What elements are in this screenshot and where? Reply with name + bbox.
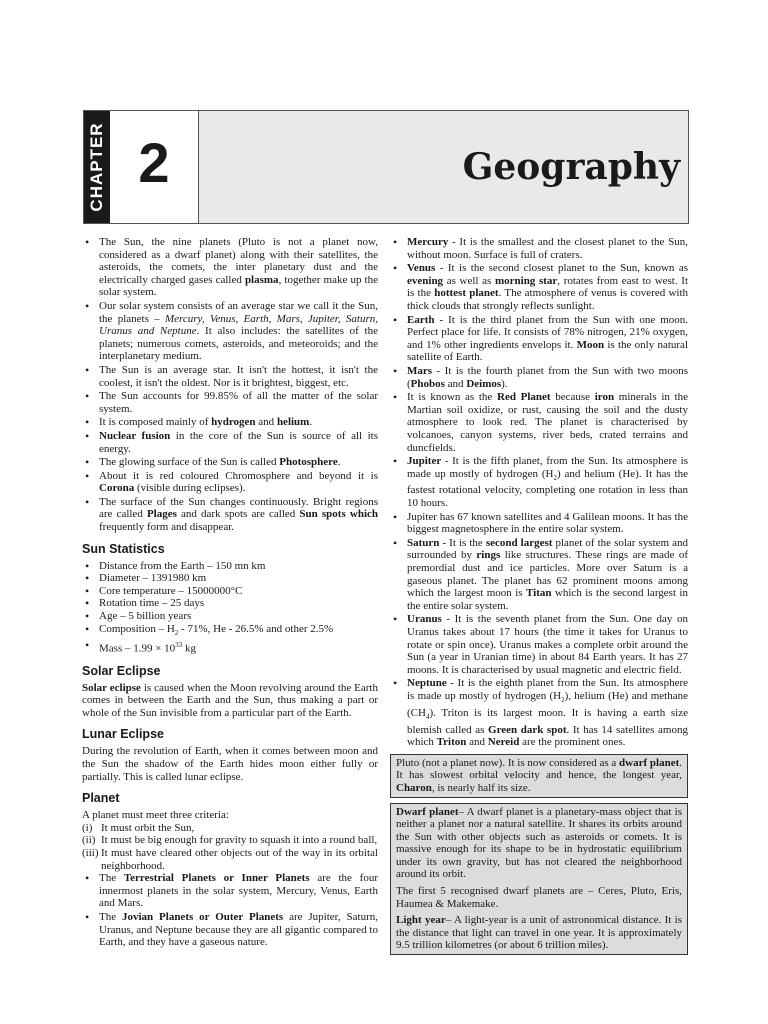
list-item: • Mars - It is the fourth planet from the Sun with two moons (Phobos and Deimos). <box>390 365 688 390</box>
criteria-number: (ii) <box>82 834 96 847</box>
list-item: • Mass – $1.99 \times 10^{33}$ kg <box>82 639 378 655</box>
list-item: • It is composed mainly of hydrogen and helium. <box>82 416 378 429</box>
chapter-number-box <box>110 111 199 223</box>
list-item: • The glowing surface of the Sun is called Photosphere. <box>82 456 378 469</box>
planets-list <box>390 236 688 749</box>
list-item: • Rotation time – 25 days <box>82 597 378 610</box>
list-item: • Diameter – 1391980 km <box>82 572 378 585</box>
list-item: • Distance from the Earth – 150 mn km <box>82 560 378 573</box>
list-item: • About it is red coloured Chromosphere and beyond it is Corona (visible during eclipses). <box>82 470 378 495</box>
lunar-eclipse-heading: Lunar Eclipse <box>82 727 164 742</box>
list-item: • The Sun accounts for 99.85% of all the matter of the solar system. <box>82 390 378 415</box>
list-item: • Jupiter - It is the fifth planet, from the Sun. Its atmosphere is made up mostly of hydrogen $(H_2)$ and helium (He). It has the fastest rotational velocity, completing one rotation in less than 10 hours. <box>390 455 688 510</box>
list-item: • Earth - It is the third planet from the Sun with one moon. Perfect place for life. It consists of 78% nitrogen, 21% oxygen, and 1% other ingredients envelops it. Moon is the only natural satellite of Earth. <box>390 314 688 364</box>
criteria-item: (i) It must orbit the Sun, <box>82 821 195 834</box>
left-column <box>82 236 378 950</box>
sun-statistics-heading: Sun Statistics <box>82 541 165 556</box>
list-item: • Core temperature – 15000000°C <box>82 585 378 598</box>
sun-intro-list <box>82 236 378 534</box>
lunar-eclipse-text: During the revolution of Earth, when it comes between moon and the Sun the shadow of the Earth hides moon either fully or partially. This is called lunar eclipse. <box>82 745 378 783</box>
chapter-header <box>83 110 689 224</box>
list-item: • The surface of the Sun changes continuously. Bright regions are called Plages and dark spots are called Sun spots which frequently form and disappear. <box>82 496 378 534</box>
list-item: • Venus - It is the second closest planet to the Sun, known as evening as well as morning star, rotates from east to west. It is the hottest planet. The atmosphere of venus is covered with thick clouds that strongly reflects sunlight. <box>390 262 688 312</box>
planet-heading: Planet <box>82 791 120 806</box>
dwarf-planets-list-text: The first 5 recognised dwarf planets are – Ceres, Pluto, Eris, Haumea & Makemake. <box>396 885 682 910</box>
sun-statistics-list <box>82 560 378 656</box>
criteria-number: (i) <box>82 821 93 834</box>
criteria-item: (iii) It must have cleared other objects out of the way in its orbital neighborhood. <box>82 847 378 872</box>
solar-eclipse-text: Solar eclipse is caused when the Moon revolving around the Earth comes in between the Earth and the Sun, thus making a part or whole of the Sun invisible from a particular part of the Earth. <box>82 681 378 719</box>
list-item: • Our solar system consists of an average star we call it the Sun, the planets – Mercury, Venus, Earth, Mars, Jupiter, Saturn, Uranus and Neptune. It also includes: the satellites of the planets; numerous comets, asteroids, and meteoroids; and the interplanetary medium. <box>82 300 378 363</box>
list-item: • The Terrestrial Planets or Inner Planets are the four innermost planets in the solar system, Mercury, Venus, Earth and Mars. <box>82 872 378 910</box>
list-item: • Uranus - It is the seventh planet from the Sun. One day on Uranus takes about 17 hours (the time it takes for Uranus to rotate or spin once). Uranus makes a complete orbit around the Sun (a year in Uranian time) in about 84 Earth years. It has 27 moons. It is characterised by usual magnetic and electric field. <box>390 613 688 676</box>
chapter-title: Geography <box>462 146 680 188</box>
list-item: • Neptune - It is the eighth planet from the Sun. Its atmosphere is made up mostly of hydrogen $(H_2)$, helium (He) and methane $(CH_4)$. Triton is its largest moon. It is having a earth size blemish called as Green dark spot. It has 14 satellites among which Triton and Nereid are the prominent ones. <box>390 677 688 748</box>
list-item: • Composition – $H_2 - 71\%$, He - 26.5% and other 2.5% <box>82 623 378 640</box>
list-item: • Nuclear fusion in the core of the Sun is source of all its energy. <box>82 430 378 455</box>
planet-criteria-list <box>82 822 378 872</box>
planet-intro: A planet must meet three criteria: <box>82 809 229 822</box>
pluto-note-text: Pluto (not a planet now). It is now considered as a dwarf planet. It has slowest orbital velocity and hence, the longest year, Charon, is nearly half its size. <box>396 756 682 794</box>
dwarf-planet-box <box>390 803 688 956</box>
light-year-text: Light year– A light-year is a unit of astronomical distance. It is the distance that light can travel in one year. It is approximately 9.5 trillion kilometres (or about 6 trillion miles). <box>396 914 682 952</box>
chapter-tab <box>84 111 110 223</box>
right-column <box>390 236 688 955</box>
list-item: • Mercury - It is the smallest and the closest planet to the Sun, without moon. Surface is full of craters. <box>390 236 688 261</box>
list-item: • Age – 5 billion years <box>82 610 378 623</box>
criteria-item: (ii) It must be big enough for gravity to squash it into a round ball, <box>82 834 378 847</box>
list-item: • Jupiter has 67 known satellites and 4 Galilean moons. It has the biggest magnetosphere in the entire solar system. <box>390 511 688 536</box>
list-item: • It is known as the Red Planet because iron minerals in the Martian soil oxidize, or rust, causing the soil and the dusty atmosphere to look red. The planet is characterised by volcanoes, canyon systems, river beds, crated terrains and duncfields. <box>390 391 688 454</box>
chapter-number: 2 <box>138 131 170 194</box>
planet-types-list <box>82 872 378 949</box>
list-item: • The Sun, the nine planets (Pluto is not a planet now, considered as a dwarf planet) along with their satellites, the asteroids, the comets, the inter planetary dust and the electrically charged gases called plasma, together make up the solar system. <box>82 236 378 299</box>
pluto-note-box <box>390 754 688 798</box>
solar-eclipse-heading: Solar Eclipse <box>82 663 161 678</box>
list-item: • The Jovian Planets or Outer Planets are Jupiter, Saturn, Uranus, and Neptune because they are all gigantic compared to Earth, and they have a gaseous nature. <box>82 911 378 949</box>
list-item: • Saturn - It is the second largest planet of the solar system and surrounded by rings like structures. These rings are made of premordial dust and ice particles. More over Saturn is a gaseous planet. The planet has 62 prominent moons among which the largest moon is Titan which is the second largest in the entire solar system. <box>390 537 688 613</box>
list-item: • The Sun is an average star. It isn't the hottest, it isn't the coolest, it isn't the oldest. Nor is it brightest, biggest, etc. <box>82 364 378 389</box>
dwarf-planet-text: Dwarf planet– A dwarf planet is a planetary-mass object that is neither a planet nor a natural satellite. It shares its orbits around the Sun with other objects such as asteroids or comets. It is massive enough for its shape to be in hydrostatic equilibrium under its own gravity, but has not cleared the neighborhood around its orbit. <box>396 805 682 881</box>
criteria-number: (iii) <box>82 847 99 859</box>
chapter-label: CHAPTER <box>87 122 106 212</box>
